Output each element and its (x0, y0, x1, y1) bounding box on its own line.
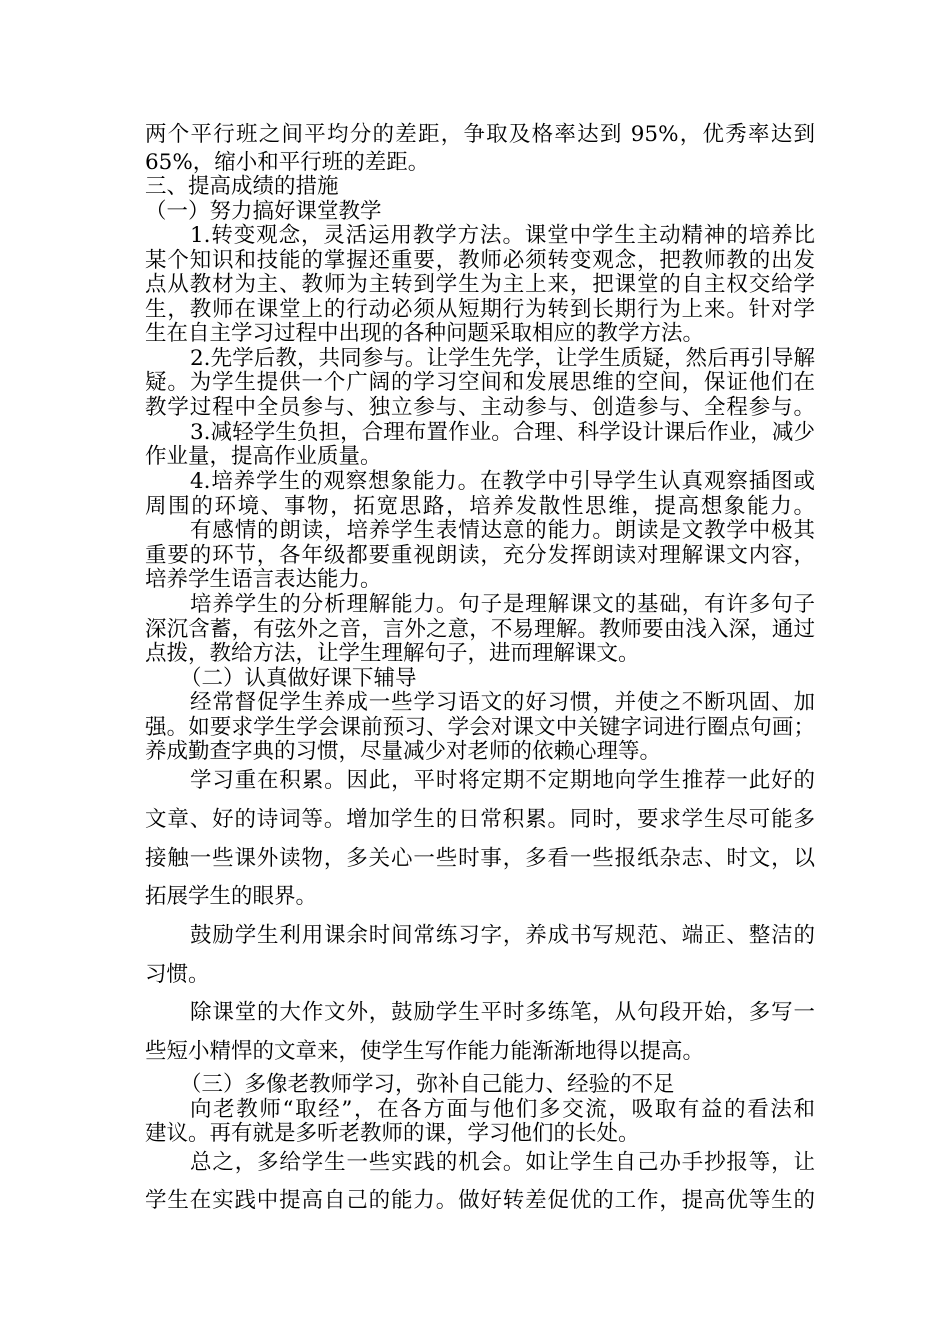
text-line: 除课堂的大作文外，鼓励学生平时多练笔，从句段开始，多写一 (190, 1000, 815, 1025)
text-line: 培养学生的分析理解能力。句子是理解课文的基础，有许多句子 (190, 592, 815, 617)
text-line: 点拨，教给方法，让学生理解句子，进而理解课文。 (145, 641, 640, 666)
text-line: 点从教材为主、教师为主转到学生为主上来，把课堂的自主权交给学 (145, 272, 815, 297)
subsection-heading: （一）努力搞好课堂教学 (145, 199, 382, 224)
text-line: 总之，多给学生一些实践的机会。如让学生自己办手抄报等，让 (190, 1150, 815, 1175)
text-line: 作业量，提高作业质量。 (145, 444, 382, 469)
text-line: 周围的环境、事物，拓宽思路，培养发散性思维，提高想象能力。 (145, 494, 815, 519)
text-line: 教学过程中全员参与、独立参与、主动参与、创造参与、全程参与。 (145, 395, 815, 420)
section-heading: 三、提高成绩的措施 (145, 174, 339, 199)
text-line: 3.减轻学生负担，合理布置作业。合理、科学设计课后作业，减少 (190, 420, 815, 445)
text-line: 向老教师“取经”，在各方面与他们多交流，吸取有益的看法和 (190, 1097, 815, 1122)
text-line: 某个知识和技能的掌握还重要，教师必须转变观念，把教师教的出发 (145, 248, 815, 273)
text-line: 两个平行班之间平均分的差距，争取及格率达到 95%，优秀率达到 (145, 122, 815, 147)
text-line: 学习重在积累。因此，平时将定期不定期地向学生推荐一此好的 (190, 768, 815, 793)
text-line: 疑。为学生提供一个广阔的学习空间和发展思维的空间，保证他们在 (145, 370, 815, 395)
text-line: 4.培养学生的观察想象能力。在教学中引导学生认真观察插图或 (190, 469, 815, 494)
text-line: 深沉含蓄，有弦外之音，言外之意，不易理解。教师要由浅入深，通过 (145, 617, 815, 642)
text-line: 文章、好的诗词等。增加学生的日常积累。同时，要求学生尽可能多 (145, 807, 815, 832)
text-line: 强。如要求学生学会课前预习、学会对课文中关键字词进行圈点句画； (145, 715, 815, 740)
text-line: 学生在实践中提高自己的能力。做好转差促优的工作，提高优等生的 (145, 1188, 815, 1213)
text-line: 生，教师在课堂上的行动必须从短期行为转到长期行为上来。针对学 (145, 297, 815, 322)
text-line: 2.先学后教，共同参与。让学生先学，让学生质疑，然后再引导解 (190, 346, 815, 371)
text-line: 65%，缩小和平行班的差距。 (145, 150, 430, 175)
text-line: 拓展学生的眼界。 (145, 884, 318, 909)
text-line: 建议。再有就是多听老教师的课，学习他们的长处。 (145, 1121, 640, 1146)
text-line: 养成勤查字典的习惯，尽量减少对老师的依赖心理等。 (145, 739, 662, 764)
text-line: 鼓励学生利用课余时间常练习字，养成书写规范、端正、整洁的 (190, 923, 815, 948)
text-line: 有感情的朗读，培养学生表情达意的能力。朗读是文教学中极其 (190, 518, 815, 543)
text-line: 培养学生语言表达能力。 (145, 567, 382, 592)
text-line: 经常督促学生养成一些学习语文的好习惯，并使之不断巩固、加 (190, 690, 815, 715)
text-line: 1.转变观念，灵活运用教学方法。课堂中学生主动精神的培养比 (190, 223, 815, 248)
subsection-heading: （二）认真做好课下辅导 (180, 666, 417, 691)
text-line: 重要的环节，各年级都要重视朗读，充分发挥朗读对理解课文内容， (145, 543, 815, 568)
text-line: 些短小精悍的文章来，使学生写作能力能渐渐地得以提高。 (145, 1039, 705, 1064)
text-line: 接触一些课外读物，多关心一些时事，多看一些报纸杂志、时文，以 (145, 846, 815, 871)
text-line: 习惯。 (145, 962, 210, 987)
subsection-heading: （三）多像老教师学习，弥补自己能力、经验的不足 (180, 1072, 675, 1097)
text-line: 生在自主学习过程中出现的各种问题采取相应的教学方法。 (145, 321, 705, 346)
